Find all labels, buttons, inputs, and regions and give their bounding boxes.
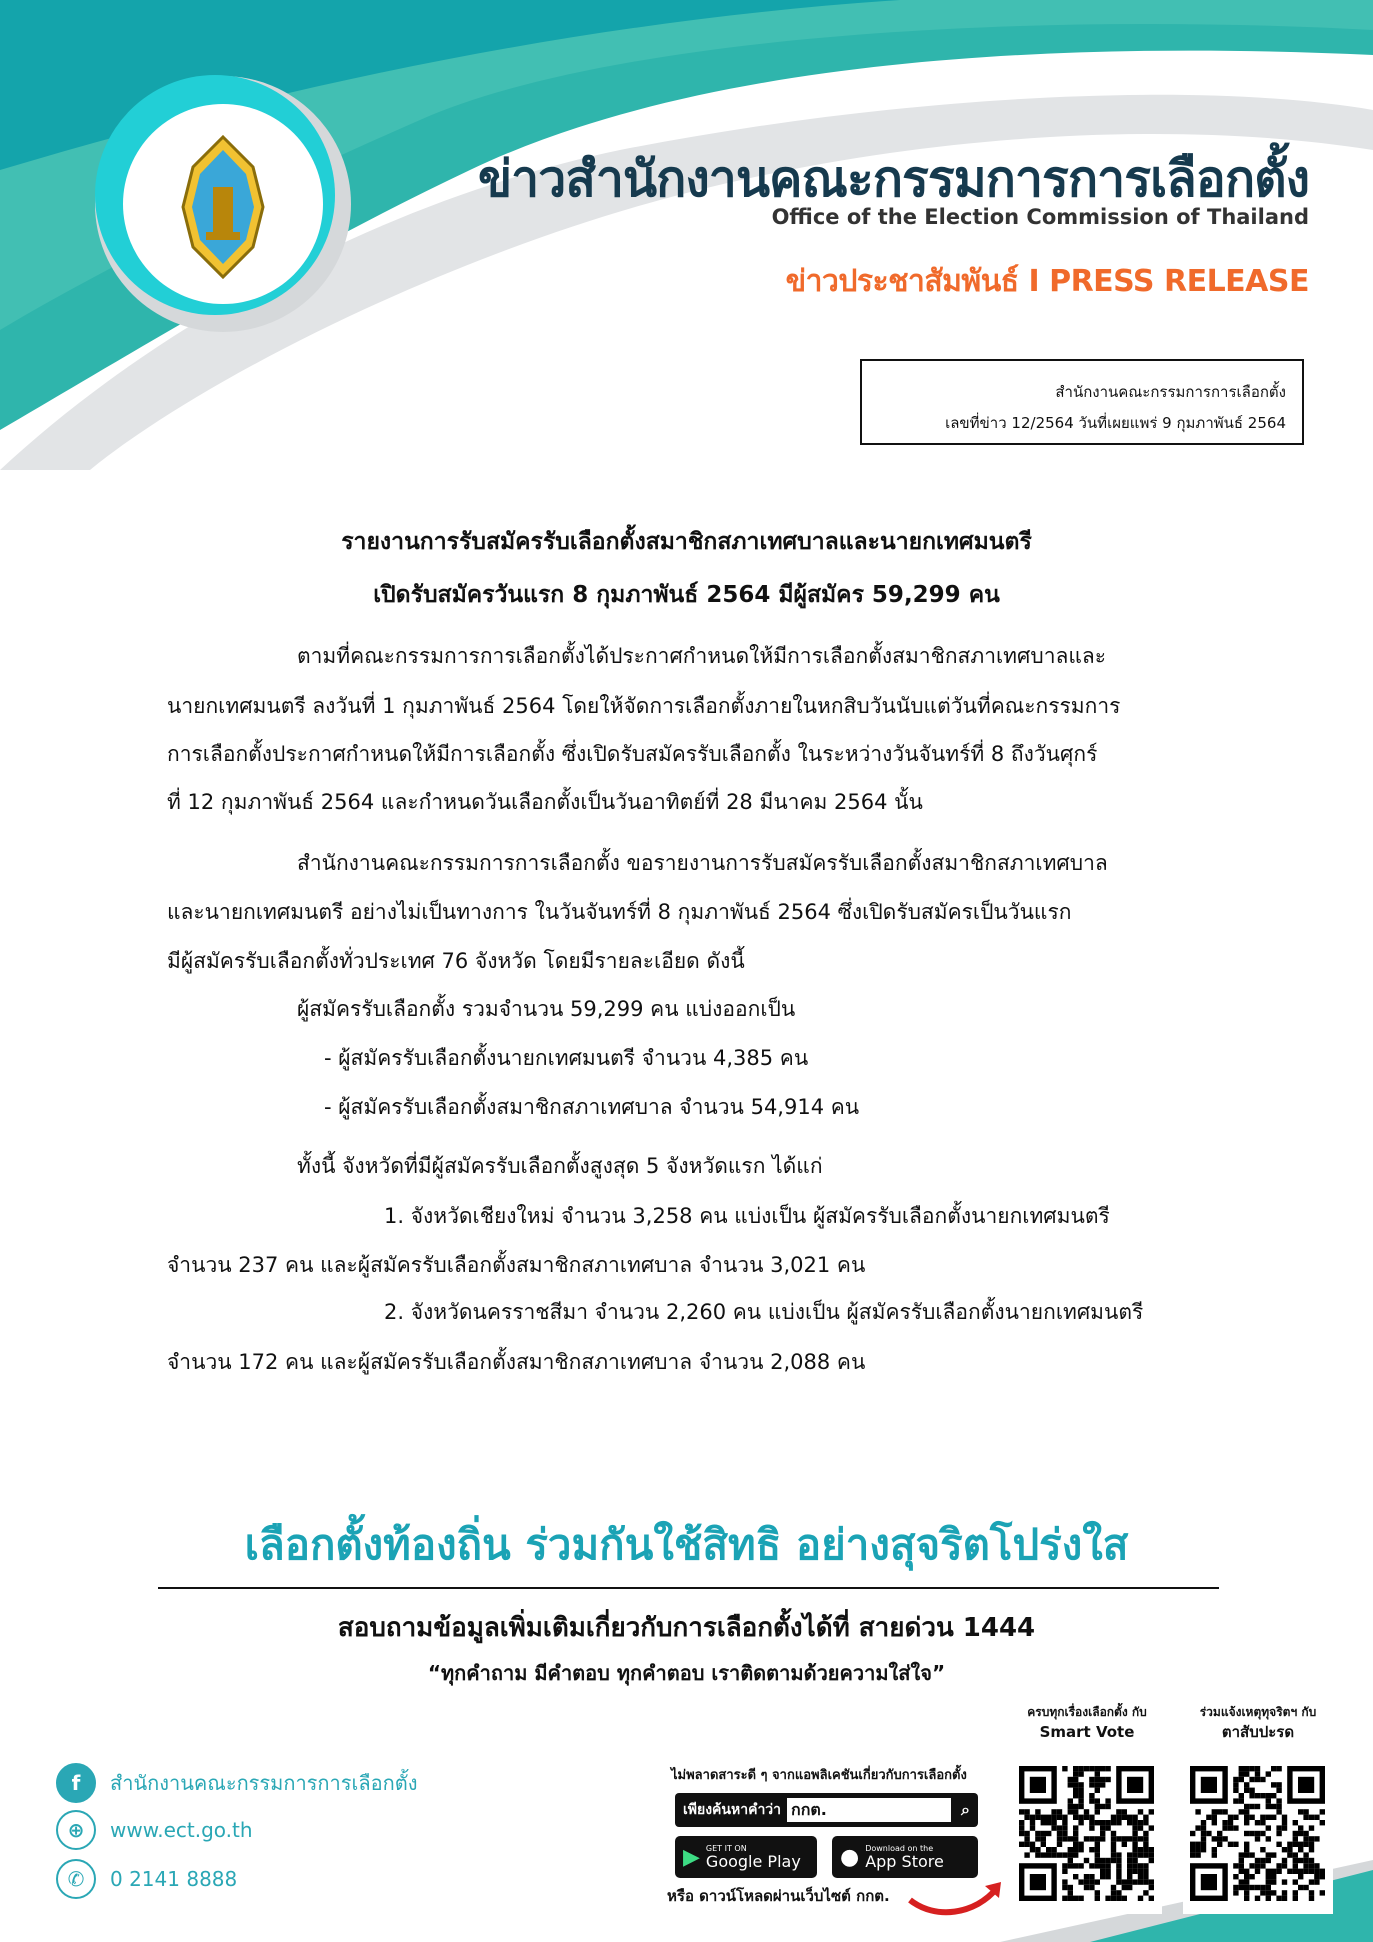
hotline-text: สอบถามข้อมูลเพิ่มเติมเกี่ยวกับการเลือกตั้งได้ที่ สายด่วน 1444 — [337, 1613, 1036, 1643]
ref-number-date: เลขที่ข่าว 12/2564 วันที่เผยแพร่ 9 กุมภาพันธ์ 2564 — [945, 414, 1286, 432]
facebook-icon: f — [56, 1763, 96, 1803]
headline-line-1: รายงานการรับสมัครรับเลือกตั้งสมาชิกสภาเทศบาลและนายกเทศมนตรี — [341, 529, 1032, 555]
body-line: ผู้สมัครรับเลือกตั้ง รวมจำนวน 59,299 คน แบ่งออกเป็น — [297, 997, 796, 1021]
body-line: - ผู้สมัครรับเลือกตั้งนายกเทศมนตรี จำนวน 4,385 คน — [324, 1046, 809, 1070]
phone-icon: ✆ — [56, 1859, 96, 1899]
header-title-thai: ข่าวสำนักงานคณะกรรมการการเลือกตั้ง — [477, 150, 1309, 208]
body-line: ทั้งนี้ จังหวัดที่มีผู้สมัครรับเลือกตั้งสูงสุด 5 จังหวัดแรก ได้แก่ — [297, 1154, 823, 1178]
reference-box — [860, 359, 1304, 445]
facebook-label: สำนักงานคณะกรรมการการเลือกตั้ง — [110, 1771, 418, 1795]
google-play-button[interactable] — [675, 1836, 817, 1878]
qr2-caption-block — [1183, 1704, 1333, 1742]
google-play-label: Google Play — [705, 1851, 801, 1871]
body-line: มีผู้สมัครรับเลือกตั้งทั่วประเทศ 76 จังหวัด โดยมีรายละเอียด ดังนี้ — [167, 949, 745, 973]
apple-icon: ● — [840, 1844, 860, 1870]
body-line: 1. จังหวัดเชียงใหม่ จำนวน 3,258 คน แบ่งเป็น ผู้สมัครรับเลือกตั้งนายกเทศมนตรี — [384, 1204, 1110, 1228]
body-line: ที่ 12 กุมภาพันธ์ 2564 และกำหนดวันเลือกตั้งเป็นวันอาทิตย์ที่ 28 มีนาคม 2564 นั้น — [167, 790, 923, 814]
qr1-caption-block — [1012, 1704, 1162, 1742]
body-line: ตามที่คณะกรรมการการเลือกตั้งได้ประกาศกำหนดให้มีการเลือกตั้งสมาชิกสภาเทศบาลและ — [297, 644, 1107, 668]
app-promo-label: ไม่พลาดสาระดี ๆ จากแอพลิเคชันเกี่ยวกับการเลือกตั้ง — [671, 1768, 967, 1783]
body-line: จำนวน 237 คน และผู้สมัครรับเลือกตั้งสมาชิกสภาเทศบาล จำนวน 3,021 คน — [167, 1253, 866, 1277]
slogan: เลือกตั้งท้องถิ่น ร่วมกันใช้สิทธิ อย่างสุจริตโปร่งใส — [244, 1520, 1129, 1569]
app-store-button[interactable] — [832, 1836, 978, 1878]
headline-line-2: เปิดรับสมัครวันแรก 8 กุมภาพันธ์ 2564 มีผู้สมัคร 59,299 คน — [373, 582, 1000, 608]
search-icon: ⌕ — [961, 1800, 970, 1819]
search-label: เพียงค้นหาคำว่า — [683, 1802, 782, 1818]
facebook-contact[interactable] — [56, 1763, 417, 1803]
divider — [158, 1587, 1219, 1589]
qr-code-tasapparod[interactable] — [1183, 1754, 1333, 1914]
ref-office: สำนักงานคณะกรรมการการเลือกตั้ง — [1055, 383, 1286, 401]
qr2-caption: ร่วมแจ้งเหตุทุจริตฯ กับ — [1199, 1705, 1317, 1719]
app-store-small: Download on the — [865, 1843, 934, 1853]
body-line: การเลือกตั้งประกาศกำหนดให้มีการเลือกตั้ง ซึ่งเปิดรับสมัครรับเลือกตั้ง ในระหว่างวันจันทร์ที่ 8 ถึงวันศุกร์ — [167, 742, 1098, 766]
app-store-label: App Store — [865, 1851, 944, 1871]
header-title-english: Office of the Election Commission of Thailand — [771, 205, 1309, 229]
ect-logo — [158, 132, 288, 282]
google-play-icon: ▶ — [683, 1844, 700, 1870]
body-line: 2. จังหวัดนครราชสีมา จำนวน 2,260 คน แบ่งเป็น ผู้สมัครรับเลือกตั้งนายกเทศมนตรี — [384, 1300, 1144, 1324]
qr1-name: Smart Vote — [1039, 1723, 1135, 1741]
red-arrow-icon — [905, 1880, 1005, 1920]
body-line: และนายกเทศมนตรี อย่างไม่เป็นทางการ ในวันจันทร์ที่ 8 กุมภาพันธ์ 2564 ซึ่งเปิดรับสมัครเป็นวันแรก — [167, 900, 1072, 924]
body-line: นายกเทศมนตรี ลงวันที่ 1 กุมภาพันธ์ 2564 โดยให้จัดการเลือกตั้งภายในหกสิบวันนับแต่วันที่คณะกรรมการ — [167, 694, 1121, 718]
press-release-label: ข่าวประชาสัมพันธ์ I PRESS RELEASE — [785, 264, 1309, 299]
globe-icon: ⊕ — [56, 1810, 96, 1850]
google-play-small: GET IT ON — [705, 1843, 747, 1853]
body-line: จำนวน 172 คน และผู้สมัครรับเลือกตั้งสมาชิกสภาเทศบาล จำนวน 2,088 คน — [167, 1350, 866, 1374]
phone-label: 0 2141 8888 — [110, 1867, 238, 1891]
qr-code-smart-vote[interactable] — [1012, 1754, 1162, 1914]
website-contact[interactable] — [56, 1810, 253, 1850]
qr2-name: ตาสับปะรด — [1221, 1723, 1295, 1741]
tagline-quote: “ทุกคำถาม มีคำตอบ ทุกคำตอบ เราติดตามด้วยความใส่ใจ” — [427, 1661, 946, 1685]
body-line: - ผู้สมัครรับเลือกตั้งสมาชิกสภาเทศบาล จำนวน 54,914 คน — [324, 1095, 860, 1119]
body-line: สำนักงานคณะกรรมการการเลือกตั้ง ขอรายงานการรับสมัครรับเลือกตั้งสมาชิกสภาเทศบาล — [297, 851, 1108, 875]
qr1-caption: ครบทุกเรื่องเลือกตั้ง กับ — [1027, 1705, 1147, 1719]
phone-contact[interactable] — [56, 1859, 237, 1899]
search-term: กกต. — [787, 1798, 951, 1822]
app-search-bar — [675, 1793, 978, 1827]
download-web-text: หรือ ดาวน์โหลดผ่านเว็บไซต์ กกต. — [667, 1887, 890, 1905]
website-label: www.ect.go.th — [110, 1818, 253, 1842]
